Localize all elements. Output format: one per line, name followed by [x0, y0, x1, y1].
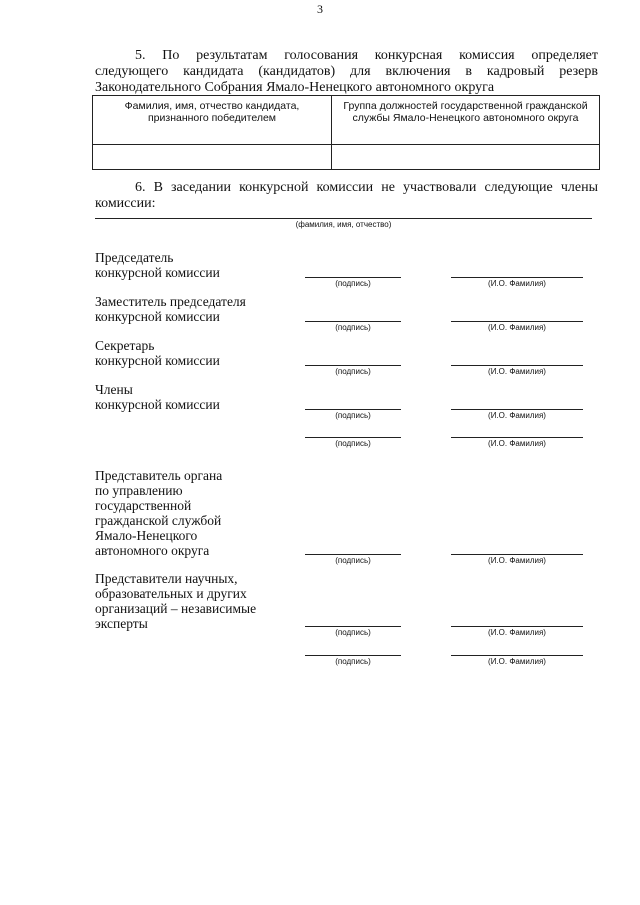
name-caption: (И.О. Фамилия) — [488, 323, 546, 332]
experts-label: Представители научных, образовательных и других организаций – независимые эксперты — [95, 571, 257, 631]
chairman-name-line[interactable] — [451, 277, 583, 278]
secretary-signature-line[interactable] — [305, 365, 401, 366]
page-number: 3 — [317, 2, 323, 16]
section-6-paragraph — [95, 180, 598, 212]
table-header-position-group: Группа должностей государственной гражданской службы Ямало-Ненецкого автономного округа — [332, 96, 600, 145]
signature-caption: (подпись) — [335, 367, 371, 376]
absent-members-caption: (фамилия, имя, отчество) — [295, 220, 392, 229]
secretary-name-line[interactable] — [451, 365, 583, 366]
deputy-signature-line[interactable] — [305, 321, 401, 322]
member-signature-line[interactable] — [305, 437, 401, 438]
member-name-line[interactable] — [451, 409, 583, 410]
member-signature-line[interactable] — [305, 409, 401, 410]
secretary-label: Секретарь конкурсной комиссии — [95, 338, 220, 368]
civil-service-rep-name-line[interactable] — [451, 554, 583, 555]
name-caption: (И.О. Фамилия) — [488, 279, 546, 288]
signature-caption: (подпись) — [335, 628, 371, 637]
signature-caption: (подпись) — [335, 323, 371, 332]
table-row — [93, 145, 600, 170]
expert-signature-line[interactable] — [305, 626, 401, 627]
signature-caption: (подпись) — [335, 279, 371, 288]
name-caption: (И.О. Фамилия) — [488, 411, 546, 420]
paragraph-line: 5. По результатам голосования конкурсная комиссия определяет — [135, 48, 598, 63]
deputy-name-line[interactable] — [451, 321, 583, 322]
chairman-signature-line[interactable] — [305, 277, 401, 278]
paragraph-line: 6. В заседании конкурсной комиссии не участвовали следующие члены — [135, 180, 598, 195]
paragraph-line: следующего кандидата (кандидатов) для включения в кадровый резерв — [95, 64, 598, 79]
signature-caption: (подпись) — [335, 411, 371, 420]
name-caption: (И.О. Фамилия) — [488, 628, 546, 637]
signature-caption: (подпись) — [335, 657, 371, 666]
expert-signature-line[interactable] — [305, 655, 401, 656]
section-5-paragraph — [95, 48, 598, 96]
name-caption: (И.О. Фамилия) — [488, 556, 546, 565]
paragraph-line: комиссии: — [95, 196, 156, 211]
name-caption: (И.О. Фамилия) — [488, 439, 546, 448]
signature-caption: (подпись) — [335, 439, 371, 448]
civil-service-rep-signature-line[interactable] — [305, 554, 401, 555]
signature-caption: (подпись) — [335, 556, 371, 565]
table-header-row — [93, 96, 600, 145]
member-name-line[interactable] — [451, 437, 583, 438]
members-label: Члены конкурсной комиссии — [95, 382, 220, 412]
expert-name-line[interactable] — [451, 655, 583, 656]
name-caption: (И.О. Фамилия) — [488, 657, 546, 666]
name-caption: (И.О. Фамилия) — [488, 367, 546, 376]
deputy-label: Заместитель председателя конкурсной комиссии — [95, 294, 246, 324]
expert-name-line[interactable] — [451, 626, 583, 627]
candidates-table — [92, 95, 600, 170]
table-cell[interactable] — [332, 145, 600, 170]
absent-members-line[interactable] — [95, 218, 592, 219]
table-header-candidate-name: Фамилия, имя, отчество кандидата, признанного победителем — [93, 96, 332, 145]
table-cell[interactable] — [93, 145, 332, 170]
paragraph-line: Законодательного Собрания Ямало-Ненецкого автономного округа — [95, 80, 495, 95]
civil-service-rep-label: Представитель органа по управлению государственной гражданской службой Ямало-Ненецкого автономного округа — [95, 468, 223, 558]
chairman-label: Председатель конкурсной комиссии — [95, 250, 220, 280]
